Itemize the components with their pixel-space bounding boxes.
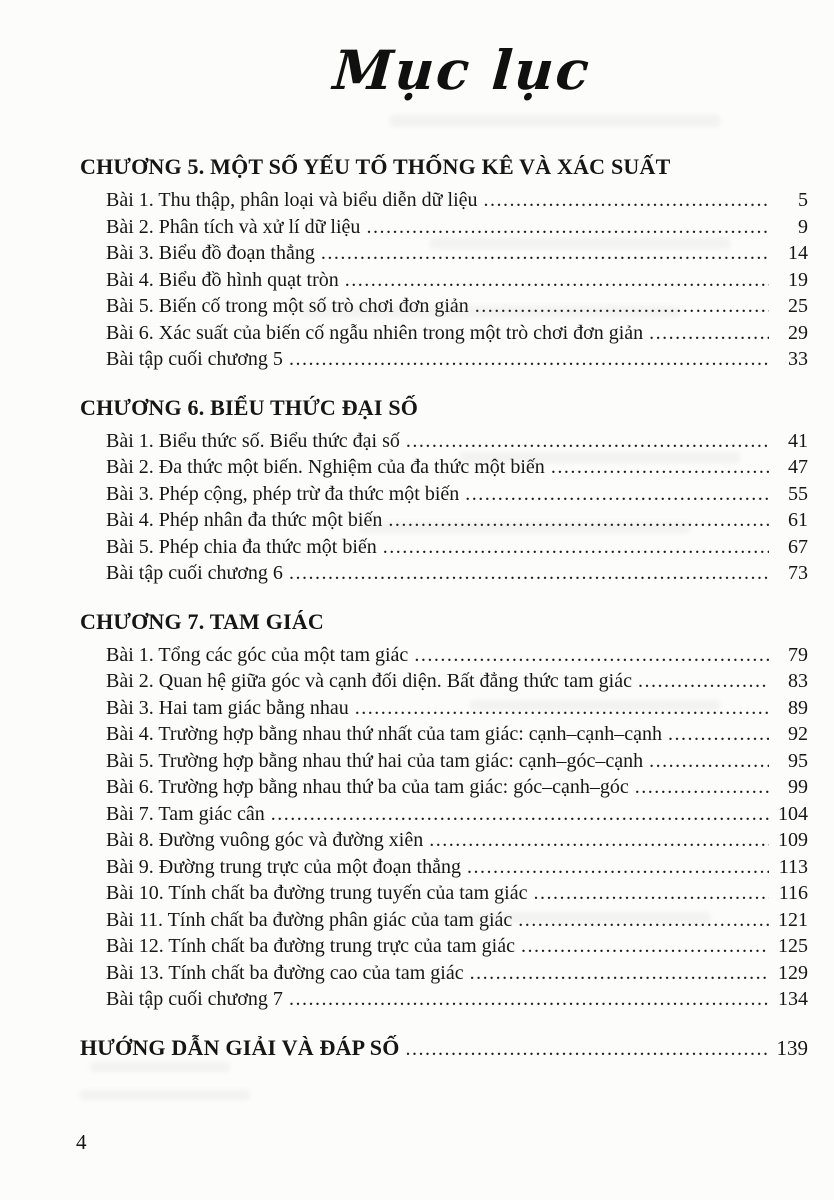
dot-leader xyxy=(668,721,769,748)
toc-entry-page: 129 xyxy=(778,961,808,984)
dot-leader xyxy=(406,1034,769,1064)
toc-entry-page: 29 xyxy=(788,321,808,344)
toc-entry-label: Bài 3. Hai tam giác bằng nhau xyxy=(106,696,349,719)
toc-entry xyxy=(106,187,808,214)
toc-entry-page: 79 xyxy=(788,643,808,666)
toc-entry-label: Bài 1. Biểu thức số. Biểu thức đại số xyxy=(106,429,400,452)
toc-chapter xyxy=(80,607,808,1013)
toc-entry-label: Bài 3. Phép cộng, phép trừ đa thức một biến xyxy=(106,482,460,505)
toc-chapter xyxy=(80,393,808,587)
toc-entry xyxy=(106,214,808,241)
toc-entry-label: Bài 1. Tổng các góc của một tam giác xyxy=(106,643,409,666)
toc-entry-page: 47 xyxy=(788,456,808,478)
toc-entry-page: 73 xyxy=(788,562,808,584)
toc-entry xyxy=(106,454,808,481)
toc-entry xyxy=(106,534,808,561)
toc-entry xyxy=(106,668,808,695)
toc-entry-page: 125 xyxy=(778,935,808,957)
dot-leader xyxy=(289,560,769,587)
toc-entry-label: Bài tập cuối chương 7 xyxy=(106,988,283,1010)
toc-entry-label: Bài 4. Trường hợp bằng nhau thứ nhất của tam giác: cạnh–cạnh–cạnh xyxy=(106,723,663,745)
bleedthrough-artifact xyxy=(80,1090,250,1100)
toc-entry-label: Bài 10. Tính chất ba đường trung tuyến của tam giác xyxy=(106,882,528,904)
toc-entry-label: Bài 4. Phép nhân đa thức một biến xyxy=(106,509,383,531)
chapter-heading: CHƯƠNG 6. BIỂU THỨC ĐẠI SỐ xyxy=(80,394,419,420)
toc-entry-label: Bài tập cuối chương 6 xyxy=(106,562,283,584)
solutions-section-row xyxy=(80,1033,808,1064)
dot-leader xyxy=(366,214,769,241)
toc-entry-label: Bài tập cuối chương 5 xyxy=(106,348,283,370)
toc-entry-page: 121 xyxy=(778,908,808,931)
toc-entry-label: Bài 6. Xác suất của biến cố ngẫu nhiên trong một trò chơi đơn giản xyxy=(106,321,644,344)
toc-entry-label: Bài 11. Tính chất ba đường phân giác của tam giác xyxy=(106,908,513,931)
dot-leader xyxy=(638,668,769,695)
dot-leader xyxy=(271,801,769,828)
toc-entry-label: Bài 8. Đường vuông góc và đường xiên xyxy=(106,829,424,851)
dot-leader xyxy=(406,428,769,455)
dot-leader xyxy=(551,454,769,481)
dot-leader xyxy=(465,481,769,508)
dot-leader xyxy=(383,534,769,561)
dot-leader xyxy=(521,933,769,960)
toc-entry-page: 134 xyxy=(778,988,808,1010)
toc-entry-label: Bài 13. Tính chất ba đường cao của tam giác xyxy=(106,961,464,984)
dot-leader xyxy=(635,774,769,801)
toc-entry-page: 92 xyxy=(788,723,808,745)
toc-entry-label: Bài 5. Trường hợp bằng nhau thứ hai của tam giác: cạnh–góc–cạnh xyxy=(106,749,644,772)
toc-entry-page: 14 xyxy=(788,242,808,264)
toc-entry-label: Bài 1. Thu thập, phân loại và biểu diễn dữ liệu xyxy=(106,189,478,211)
toc-entry xyxy=(106,642,808,669)
toc-entry-page: 33 xyxy=(788,348,808,370)
dot-leader xyxy=(321,240,769,267)
toc-entry xyxy=(106,721,808,748)
toc-entry xyxy=(106,267,808,294)
toc-entry-page: 19 xyxy=(788,268,808,291)
chapter-entries xyxy=(80,187,808,373)
dot-leader xyxy=(289,986,769,1013)
dot-leader xyxy=(484,187,769,214)
toc-entry xyxy=(106,907,808,934)
solutions-section-label: HƯỚNG DẪN GIẢI VÀ ĐÁP SỐ xyxy=(80,1034,400,1060)
toc-entry xyxy=(106,827,808,854)
dot-leader xyxy=(467,854,769,881)
bleedthrough-artifact xyxy=(90,1062,230,1072)
dot-leader xyxy=(534,880,770,907)
toc-entry-page: 104 xyxy=(778,802,808,825)
toc-entry xyxy=(106,240,808,267)
toc-entry xyxy=(106,560,808,587)
dot-leader xyxy=(388,507,769,534)
dot-leader xyxy=(470,960,769,987)
chapter-entries xyxy=(80,428,808,587)
toc-entry xyxy=(106,346,808,373)
toc-entry-label: Bài 6. Trường hợp bằng nhau thứ ba của tam giác: góc–cạnh–góc xyxy=(106,776,629,798)
toc-entry xyxy=(106,320,808,347)
toc-entry-page: 25 xyxy=(788,295,808,317)
bleedthrough-artifact xyxy=(390,115,720,127)
toc-entry-page: 95 xyxy=(788,749,808,772)
toc-entry-page: 61 xyxy=(788,509,808,531)
dot-leader xyxy=(429,827,769,854)
dot-leader xyxy=(475,293,769,320)
toc-entry xyxy=(106,481,808,508)
toc-entry-label: Bài 7. Tam giác cân xyxy=(106,802,265,825)
toc-entry-page: 55 xyxy=(788,482,808,505)
page-number: 4 xyxy=(76,1130,87,1154)
toc-entry-label: Bài 4. Biểu đồ hình quạt tròn xyxy=(106,268,339,291)
toc-entry xyxy=(106,933,808,960)
toc-entry-label: Bài 2. Đa thức một biến. Nghiệm của đa thức một biến xyxy=(106,456,545,478)
toc-entry-page: 41 xyxy=(788,429,808,452)
toc-entry-page: 5 xyxy=(798,189,808,211)
page-title: Mục lục xyxy=(331,38,593,102)
toc-entry-label: Bài 2. Phân tích và xử lí dữ liệu xyxy=(106,215,361,238)
dot-leader xyxy=(345,267,769,294)
toc-entry-label: Bài 2. Quan hệ giữa góc và cạnh đối diện. Bất đẳng thức tam giác xyxy=(106,670,632,692)
toc-entry xyxy=(106,880,808,907)
solutions-section-page: 139 xyxy=(776,1035,808,1060)
toc-entry xyxy=(106,986,808,1013)
toc-entry-label: Bài 3. Biểu đồ đoạn thẳng xyxy=(106,242,315,264)
toc-entry-page: 9 xyxy=(798,215,808,238)
toc-entry xyxy=(106,428,808,455)
dot-leader xyxy=(355,695,769,722)
toc-entry xyxy=(106,854,808,881)
toc-entry-page: 109 xyxy=(778,829,808,851)
toc-entry-page: 113 xyxy=(778,855,808,878)
chapter-heading: CHƯƠNG 5. MỘT SỐ YẾU TỐ THỐNG KÊ VÀ XÁC SUẤT xyxy=(80,154,671,179)
dot-leader xyxy=(649,320,769,347)
toc-entry-label: Bài 5. Biến cố trong một số trò chơi đơn giản xyxy=(106,295,469,317)
toc-entry-label: Bài 12. Tính chất ba đường trung trực của tam giác xyxy=(106,935,515,957)
toc-entry-page: 99 xyxy=(788,776,808,798)
chapter-entries xyxy=(80,642,808,1013)
dot-leader xyxy=(414,642,769,669)
toc-entry-page: 67 xyxy=(788,535,808,558)
toc-chapter xyxy=(80,152,808,373)
dot-leader xyxy=(289,346,769,373)
toc-entry xyxy=(106,801,808,828)
toc-entry-label: Bài 5. Phép chia đa thức một biến xyxy=(106,535,377,558)
toc-entry xyxy=(106,774,808,801)
toc-entry xyxy=(106,748,808,775)
toc-entry xyxy=(106,293,808,320)
toc-entry-label: Bài 9. Đường trung trực của một đoạn thẳng xyxy=(106,855,461,878)
toc-chapter-list xyxy=(80,152,808,1013)
toc-entry xyxy=(106,507,808,534)
toc-entry xyxy=(106,695,808,722)
dot-leader xyxy=(649,748,769,775)
toc-entry-page: 116 xyxy=(778,882,808,904)
toc-entry xyxy=(106,960,808,987)
toc-entry-page: 83 xyxy=(788,670,808,692)
chapter-heading: CHƯƠNG 7. TAM GIÁC xyxy=(80,608,324,634)
dot-leader xyxy=(518,907,769,934)
toc-entry-page: 89 xyxy=(788,696,808,719)
